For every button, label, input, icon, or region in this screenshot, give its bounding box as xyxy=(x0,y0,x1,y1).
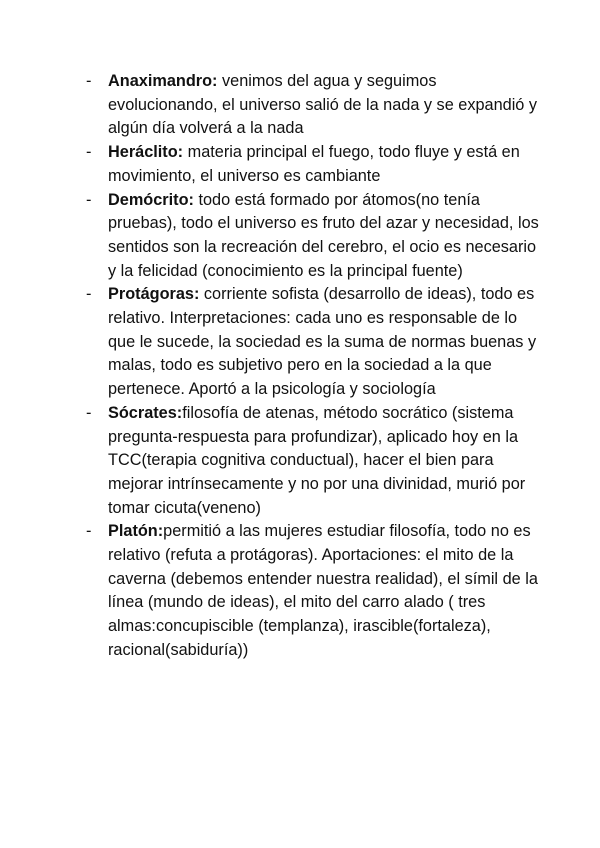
list-item-heraclito xyxy=(86,141,546,188)
bullet-dash: - xyxy=(86,143,92,162)
term-platon: Platón: xyxy=(108,522,164,541)
bullet-dash: - xyxy=(86,72,92,90)
term-socrates: Sócrates: xyxy=(108,403,183,422)
list-item-democrito xyxy=(86,189,546,284)
philosophers-list xyxy=(86,70,546,663)
description-platon: permitió a las mujeres estudiar filosofía, todo no es relativo (refuta a protágoras). Aportaciones: el mito de la caverna (debemos entender nuestra realidad), el símil de la línea (mundo de ideas), el mito del carro alado ( tres almas:concupiscible (templanza), irascible(fortaleza), racional(sabiduría)) xyxy=(108,522,538,659)
description-heraclito: materia principal el fuego, todo fluye y está en movimiento, el universo es cambiante xyxy=(108,143,520,185)
list-item-anaximandro xyxy=(86,70,546,141)
bullet-dash: - xyxy=(86,403,92,422)
bullet-dash: - xyxy=(86,522,92,541)
term-democrito: Demócrito: xyxy=(108,190,194,209)
list-item-platon xyxy=(86,520,546,662)
list-item-socrates xyxy=(86,402,546,521)
description-socrates: filosofía de atenas, método socrático (sistema pregunta-respuesta para profundizar), aplicado hoy en la TCC(terapia cognitiva conductual), hacer el bien para mejorar intrínsecamente y no por una divinidad, murió por tomar cicuta(veneno) xyxy=(108,403,526,517)
term-protagoras: Protágoras: xyxy=(108,285,200,304)
list-item-protagoras xyxy=(86,283,546,402)
term-heraclito: Heráclito: xyxy=(108,143,184,162)
description-protagoras: corriente sofista (desarrollo de ideas), todo es relativo. Interpretaciones: cada uno es responsable de lo que le sucede, la sociedad es la suma de normas buenas y malas, todo es subjetivo pero en la sociedad a la que pertenece. Aportó a la psicología y sociología xyxy=(108,285,537,399)
term-anaximandro: Anaximandro: xyxy=(108,72,218,90)
bullet-dash: - xyxy=(86,190,92,209)
description-democrito: todo está formado por átomos(no tenía pruebas), todo el universo es fruto del azar y necesidad, los sentidos son la recreación del cerebro, el ocio es necesario y la felicidad (conocimiento es la principal fuente) xyxy=(108,190,539,280)
description-anaximandro: venimos del agua y seguimos evolucionando, el universo salió de la nada y se expandió y algún día volverá a la nada xyxy=(108,72,538,138)
bullet-dash: - xyxy=(86,285,92,304)
